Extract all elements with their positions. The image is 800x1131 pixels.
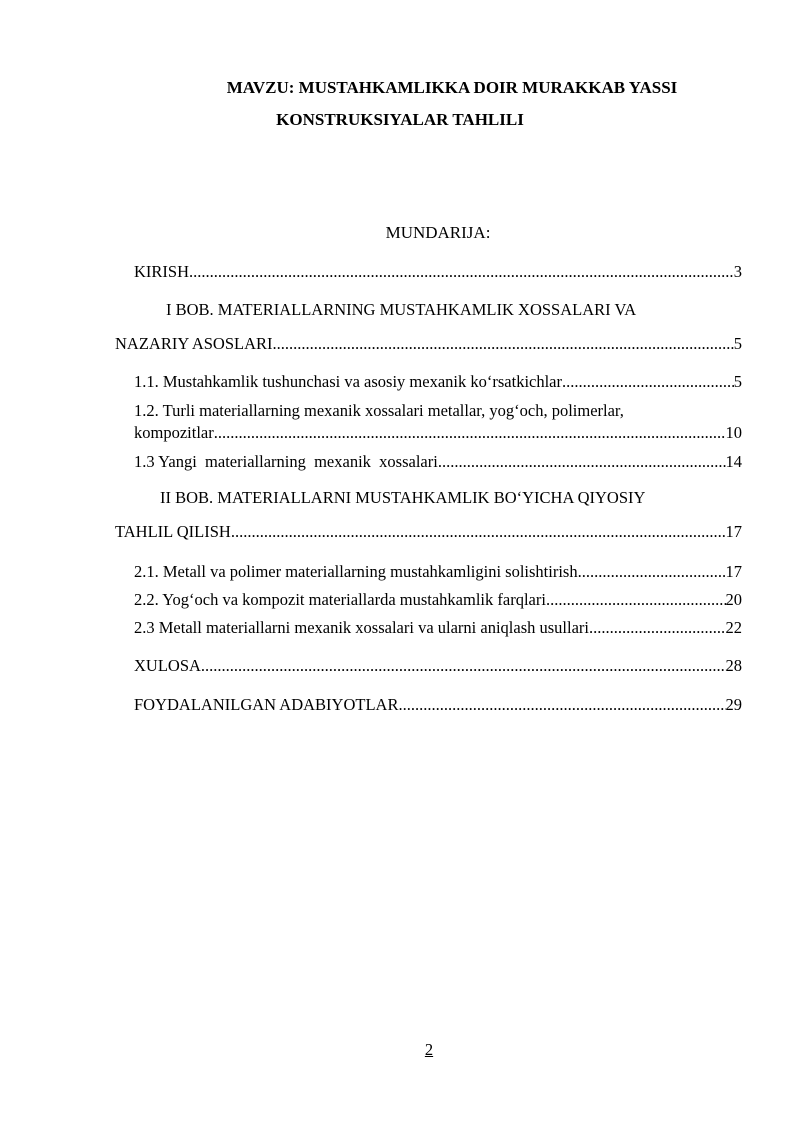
toc-entry-2-3[interactable] bbox=[134, 618, 742, 638]
page-number bbox=[0, 1040, 800, 1060]
toc-chapter-1-title[interactable]: I BOB. MATERIALLARNING MUSTAHKAMLIK XOSSALARI VA bbox=[166, 300, 637, 319]
toc-entry-page: 28 bbox=[725, 656, 742, 675]
toc-entry-page: 17 bbox=[725, 562, 742, 581]
toc-entry-text: XULOSA bbox=[134, 656, 201, 675]
toc-leader-dots bbox=[273, 334, 734, 354]
toc-entry-chapter-1[interactable] bbox=[115, 334, 742, 354]
toc-entry-text: FOYDALANILGAN ADABIYOTLAR bbox=[134, 695, 399, 714]
toc-entry-page: 3 bbox=[733, 262, 742, 281]
toc-leader-dots bbox=[201, 656, 726, 676]
toc-entry-references[interactable] bbox=[134, 695, 742, 715]
toc-entry-1-3[interactable] bbox=[134, 452, 742, 472]
toc-leader-dots bbox=[562, 372, 734, 392]
toc-entry-page: 5 bbox=[733, 334, 742, 353]
toc-leader-dots bbox=[546, 590, 726, 610]
toc-entry-1-2[interactable] bbox=[134, 423, 742, 443]
toc-entry-page: 5 bbox=[733, 372, 742, 391]
toc-entry-text: 1.1. Mustahkamlik tushunchasi va asosiy mexanik ko‘rsatkichlar bbox=[134, 372, 563, 391]
toc-entry-text: 2.1. Metall va polimer materiallarning mustahkamligini solishtirish bbox=[134, 562, 578, 581]
toc-entry-text: KIRISH bbox=[134, 262, 190, 281]
toc-entry-2-2[interactable] bbox=[134, 590, 742, 610]
toc-entry-text: NAZARIY ASOSLARI bbox=[115, 334, 273, 353]
toc-leader-dots bbox=[231, 522, 726, 542]
toc-entry-xulosa[interactable] bbox=[134, 656, 742, 676]
toc-leader-dots bbox=[398, 695, 725, 715]
toc-entry-text: 2.2. Yog‘och va kompozit materiallarda mustahkamlik farqlari bbox=[134, 590, 546, 609]
toc-entry-text: kompozitlar bbox=[134, 423, 214, 442]
toc-chapter-2-title[interactable]: II BOB. MATERIALLARNI MUSTAHKAMLIK BO‘YICHA QIYOSIY bbox=[160, 488, 646, 507]
toc-entry-text: TAHLIL QILISH bbox=[115, 522, 231, 541]
page-number-text: 2 bbox=[424, 1040, 434, 1059]
toc-entry-text: 1.3 Yangi materiallarning mexanik xossalari bbox=[134, 452, 438, 471]
toc-entry-page: 22 bbox=[725, 618, 742, 637]
toc-leader-dots bbox=[589, 618, 726, 638]
toc-leader-dots bbox=[214, 423, 726, 443]
toc-leader-dots bbox=[578, 562, 726, 582]
toc-entry-page: 20 bbox=[725, 590, 742, 609]
document-title-line-1: MAVZU: MUSTAHKAMLIKKA DOIR MURAKKAB YASSI bbox=[226, 78, 678, 97]
toc-entry-1-1[interactable] bbox=[134, 372, 742, 392]
toc-entry-page: 14 bbox=[725, 452, 742, 471]
toc-entry-kirish[interactable] bbox=[134, 262, 742, 282]
toc-leader-dots bbox=[438, 452, 726, 472]
toc-entry-page: 10 bbox=[725, 423, 742, 442]
document-title-line-2: KONSTRUKSIYALAR TAHLILI bbox=[276, 110, 524, 129]
toc-entry-2-1[interactable] bbox=[134, 562, 742, 582]
toc-heading: MUNDARIJA: bbox=[385, 223, 491, 242]
toc-entry-1-2-line-1[interactable]: 1.2. Turli materiallarning mexanik xossalari metallar, yog‘och, polimerlar, bbox=[134, 401, 624, 420]
toc-entry-page: 29 bbox=[725, 695, 742, 714]
toc-leader-dots bbox=[189, 262, 734, 282]
toc-entry-page: 17 bbox=[725, 522, 742, 541]
toc-entry-text: 2.3 Metall materiallarni mexanik xossalari va ularni aniqlash usullari bbox=[134, 618, 589, 637]
toc-entry-chapter-2[interactable] bbox=[115, 522, 742, 542]
